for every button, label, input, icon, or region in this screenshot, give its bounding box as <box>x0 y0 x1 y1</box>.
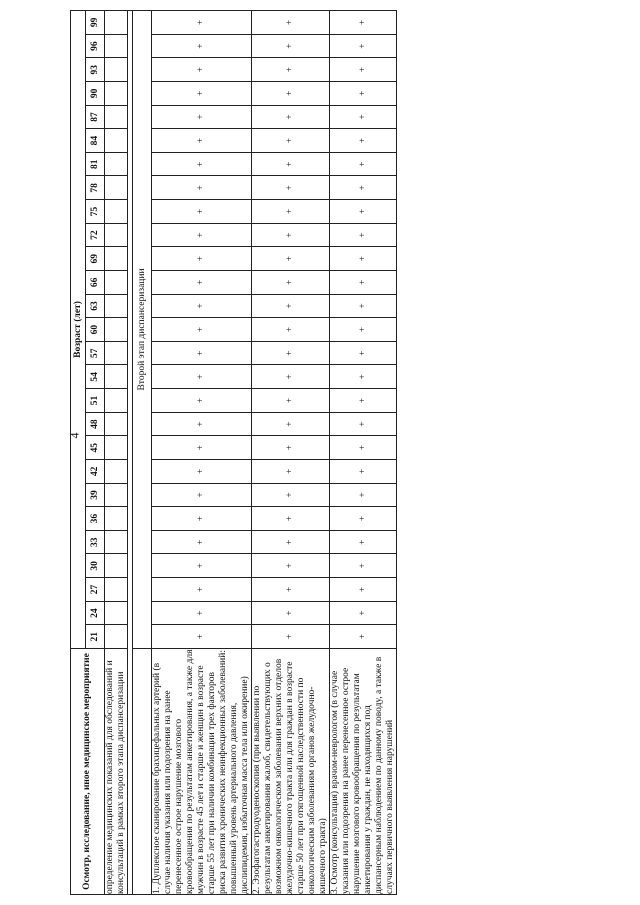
age-header-54: 54 <box>86 365 105 389</box>
mark-cell: + <box>152 152 252 176</box>
age-header-63: 63 <box>86 294 105 318</box>
mark-cell: + <box>152 82 252 106</box>
mark-cell: + <box>252 365 330 389</box>
mark-cell: + <box>330 105 397 129</box>
mark-cell: + <box>152 129 252 153</box>
mark-cell: + <box>152 176 252 200</box>
mark-cell: + <box>252 129 330 153</box>
screening-table <box>67 10 397 895</box>
age-header-84: 84 <box>86 129 105 153</box>
mark-cell: + <box>252 176 330 200</box>
age-header-72: 72 <box>86 223 105 247</box>
table-container <box>67 10 640 895</box>
table-row-item-2 <box>252 11 330 895</box>
mark-cell: + <box>330 412 397 436</box>
mark-cell: + <box>152 625 252 649</box>
age-header-81: 81 <box>86 152 105 176</box>
mark-cell: + <box>330 578 397 602</box>
row-text: 3. Осмотр (консультация) врачом-неврологом (в случае указания или подозрения на ранее перенесенное острое нарушение мозгового кровообращения по результатам анкетирования у граждан, не находящихся под диспансерным наблюдением по данному поводу, а также в случаях первичного выявления нарушений <box>330 649 397 895</box>
mark-cell <box>105 247 128 271</box>
mark-cell: + <box>330 625 397 649</box>
table-row-item-3 <box>330 11 397 895</box>
mark-cell <box>105 554 128 578</box>
age-header-96: 96 <box>86 34 105 58</box>
mark-cell <box>105 294 128 318</box>
mark-cell: + <box>252 578 330 602</box>
mark-cell: + <box>330 389 397 413</box>
age-group-header: Возраст (лет) <box>71 11 86 649</box>
mark-cell: + <box>330 129 397 153</box>
mark-cell: + <box>152 365 252 389</box>
mark-cell <box>105 341 128 365</box>
table-row-item-1 <box>152 11 252 895</box>
mark-cell: + <box>152 436 252 460</box>
mark-cell: + <box>330 200 397 224</box>
mark-cell: + <box>330 554 397 578</box>
mark-cell: + <box>252 625 330 649</box>
age-header-21: 21 <box>86 625 105 649</box>
mark-cell: + <box>252 58 330 82</box>
mark-cell: + <box>152 483 252 507</box>
mark-cell: + <box>330 483 397 507</box>
mark-cell <box>105 152 128 176</box>
mark-cell: + <box>252 601 330 625</box>
mark-cell <box>105 11 128 35</box>
mark-cell: + <box>252 507 330 531</box>
mark-cell: + <box>330 223 397 247</box>
mark-cell: + <box>252 271 330 295</box>
mark-cell: + <box>152 554 252 578</box>
mark-cell <box>105 436 128 460</box>
mark-cell <box>105 318 128 342</box>
mark-cell: + <box>252 11 330 35</box>
mark-cell: + <box>330 507 397 531</box>
section-title: Второй этап диспансеризации <box>133 11 152 649</box>
mark-cell: + <box>252 460 330 484</box>
mark-cell: + <box>252 82 330 106</box>
mark-cell: + <box>152 341 252 365</box>
age-header-36: 36 <box>86 507 105 531</box>
mark-cell: + <box>252 34 330 58</box>
mark-cell: + <box>330 436 397 460</box>
mark-cell: + <box>152 34 252 58</box>
mark-cell: + <box>330 58 397 82</box>
age-header-69: 69 <box>86 247 105 271</box>
mark-cell: + <box>330 341 397 365</box>
mark-cell <box>105 578 128 602</box>
mark-cell <box>105 34 128 58</box>
mark-cell: + <box>152 11 252 35</box>
mark-cell <box>105 625 128 649</box>
mark-cell: + <box>152 200 252 224</box>
age-header-93: 93 <box>86 58 105 82</box>
age-header-30: 30 <box>86 554 105 578</box>
mark-cell <box>105 460 128 484</box>
mark-cell: + <box>330 294 397 318</box>
page-number: 4 <box>67 432 82 439</box>
age-header-78: 78 <box>86 176 105 200</box>
mark-cell: + <box>152 601 252 625</box>
age-header-33: 33 <box>86 530 105 554</box>
mark-cell: + <box>252 294 330 318</box>
age-header-90: 90 <box>86 82 105 106</box>
mark-cell: + <box>330 82 397 106</box>
mark-cell: + <box>330 34 397 58</box>
age-header-45: 45 <box>86 436 105 460</box>
mark-cell: + <box>152 105 252 129</box>
row-text: 1. Дуплексное сканирование брахицефальных артерий (в случае наличия указания или подозрения на ранее перенесенное острое нарушение мозгового кровообращения по результатам анкетирования, а также для мужчин в возрасте 45 лет и старше и женщин в возрасте старше 55 лет при наличии комбинации трех факторов риска развития хронических неинфекционных заболеваний: повышенный уровень артериального давления, дислипидемия, избыточная масса тела или ожирение) <box>152 649 250 894</box>
procedure-column-header: Осмотр, исследование, иное медицинское мероприятие <box>71 649 105 895</box>
mark-cell: + <box>252 530 330 554</box>
mark-cell <box>105 530 128 554</box>
mark-cell <box>105 412 128 436</box>
mark-cell <box>105 58 128 82</box>
age-header-24: 24 <box>86 601 105 625</box>
header-row-top <box>71 11 86 895</box>
row-text: определение медицинских показаний для обследований и консультаций в рамках второго этапа диспансеризации <box>105 649 128 895</box>
age-header-75: 75 <box>86 200 105 224</box>
mark-cell <box>105 601 128 625</box>
mark-cell: + <box>152 530 252 554</box>
age-header-51: 51 <box>86 389 105 413</box>
mark-cell: + <box>152 460 252 484</box>
mark-cell: + <box>152 389 252 413</box>
mark-cell: + <box>330 365 397 389</box>
mark-cell <box>105 200 128 224</box>
mark-cell: + <box>152 578 252 602</box>
mark-cell: + <box>252 483 330 507</box>
mark-cell: + <box>330 11 397 35</box>
mark-cell: + <box>330 460 397 484</box>
mark-cell: + <box>252 105 330 129</box>
mark-cell: + <box>330 247 397 271</box>
rotated-page-area <box>67 10 640 895</box>
mark-cell: + <box>330 601 397 625</box>
age-header-87: 87 <box>86 105 105 129</box>
mark-cell: + <box>152 412 252 436</box>
mark-cell <box>105 389 128 413</box>
age-header-66: 66 <box>86 271 105 295</box>
mark-cell <box>105 507 128 531</box>
mark-cell: + <box>330 271 397 295</box>
mark-cell <box>105 365 128 389</box>
mark-cell: + <box>252 341 330 365</box>
age-header-48: 48 <box>86 412 105 436</box>
mark-cell: + <box>252 389 330 413</box>
mark-cell: + <box>152 318 252 342</box>
mark-cell: + <box>252 152 330 176</box>
section-row <box>133 11 152 895</box>
mark-cell <box>105 82 128 106</box>
mark-cell <box>105 223 128 247</box>
section-empty-cell <box>133 649 152 895</box>
mark-cell <box>105 105 128 129</box>
mark-cell: + <box>330 152 397 176</box>
mark-cell: + <box>152 223 252 247</box>
table-row-intro <box>105 11 128 895</box>
mark-cell: + <box>252 200 330 224</box>
mark-cell <box>105 176 128 200</box>
mark-cell: + <box>252 412 330 436</box>
age-header-39: 39 <box>86 483 105 507</box>
mark-cell <box>105 129 128 153</box>
mark-cell: + <box>330 530 397 554</box>
mark-cell: + <box>152 507 252 531</box>
age-header-42: 42 <box>86 460 105 484</box>
mark-cell <box>105 483 128 507</box>
mark-cell: + <box>152 271 252 295</box>
age-header-27: 27 <box>86 578 105 602</box>
age-header-60: 60 <box>86 318 105 342</box>
row-text: 2. Эзофагогастродуоденоскопия (при выявлении по результатам анкетирования жалоб, свидетельствующих о возможном онкологическом заболевании верхних отделов желудочно-кишечного тракта или для граждан в возрасте старше 50 лет при отягощенной наследственности по онкологическим заболеваниям органов желудочно-кишечного тракта) <box>252 649 330 895</box>
mark-cell: + <box>252 247 330 271</box>
mark-cell: + <box>330 318 397 342</box>
age-header-57: 57 <box>86 341 105 365</box>
mark-cell: + <box>252 223 330 247</box>
mark-cell: + <box>152 58 252 82</box>
mark-cell: + <box>252 436 330 460</box>
mark-cell <box>105 271 128 295</box>
mark-cell: + <box>252 554 330 578</box>
mark-cell: + <box>152 247 252 271</box>
mark-cell: + <box>252 318 330 342</box>
mark-cell: + <box>330 176 397 200</box>
age-header-99: 99 <box>86 11 105 35</box>
mark-cell: + <box>152 294 252 318</box>
